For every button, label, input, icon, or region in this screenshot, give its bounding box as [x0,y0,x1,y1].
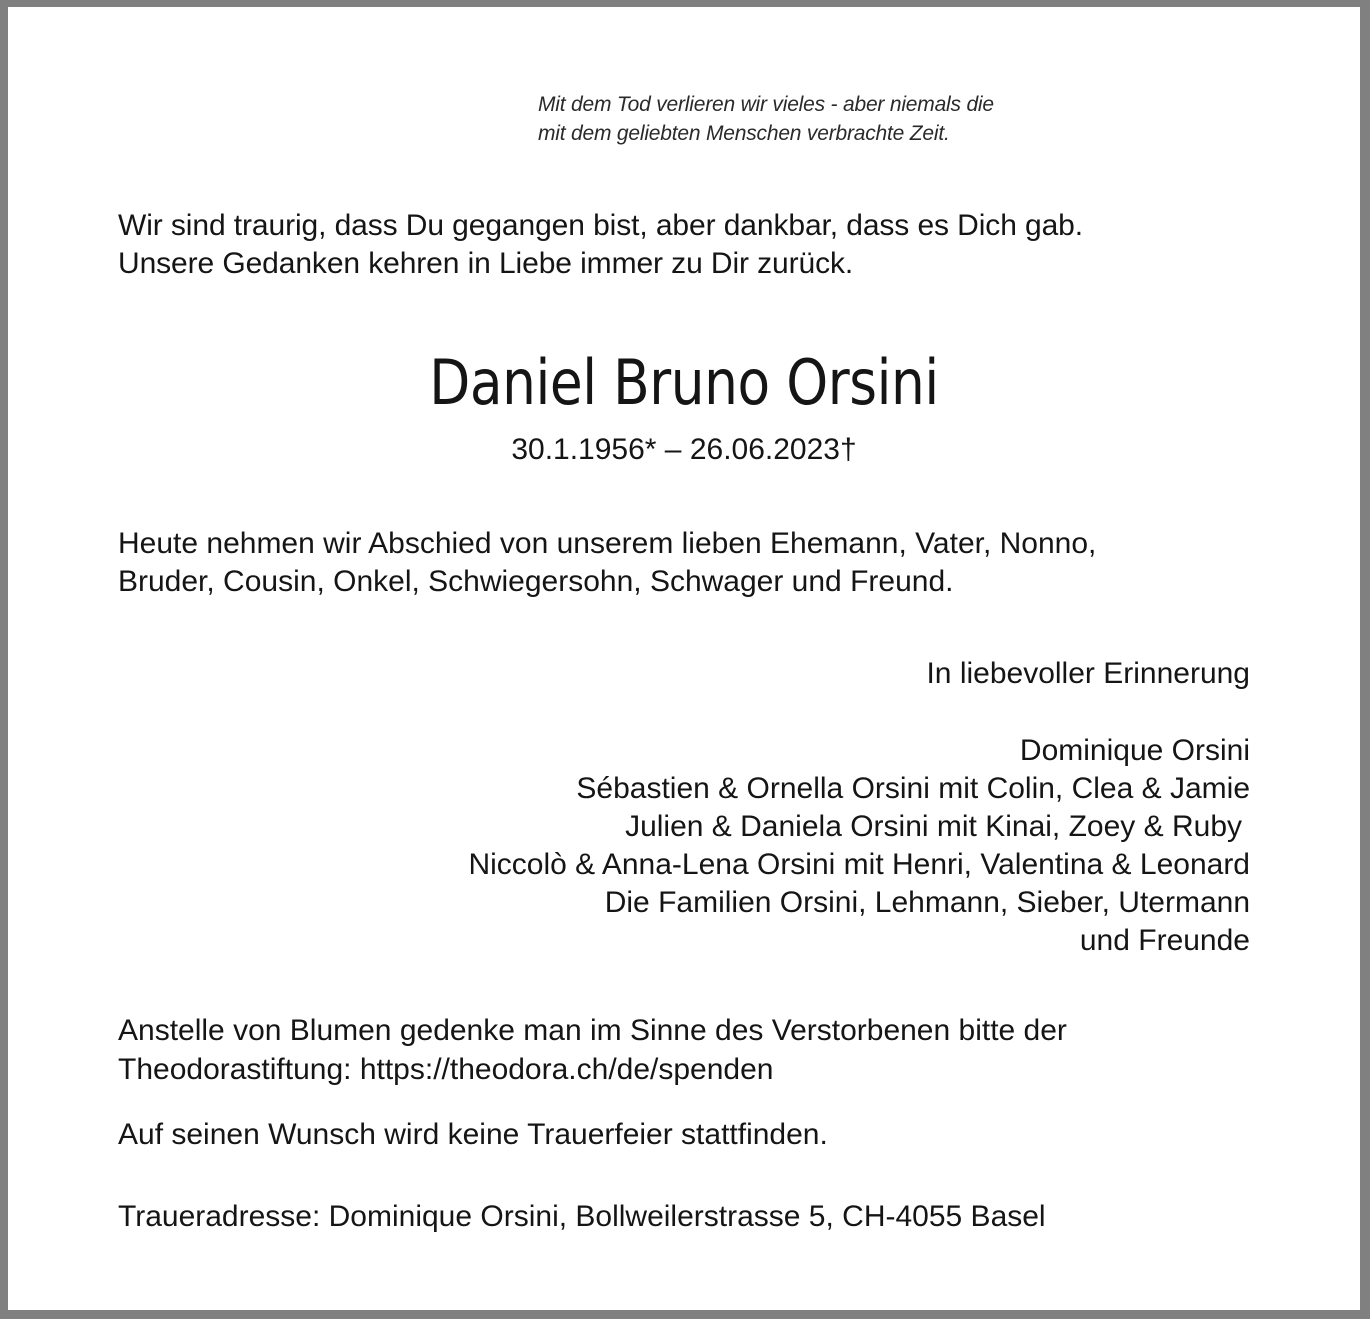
donation-line-2: Theodorastiftung: https://theodora.ch/de/spenden [118,1053,774,1086]
intro-line-1: Wir sind traurig, dass Du gegangen bist, aber dankbar, dass es Dich gab. [118,209,1084,242]
intro-line-2: Unsere Gedanken kehren in Liebe immer zu Dir zurück. [118,247,854,280]
motto-quote [538,90,994,148]
deceased-name: Daniel Bruno Orsini [429,346,939,419]
ceremony-note: Auf seinen Wunsch wird keine Trauerfeier stattfinden. [118,1118,828,1151]
farewell-line-2: Bruder, Cousin, Onkel, Schwiegersohn, Schwager und Freund. [118,565,954,598]
signers-list [468,732,1250,960]
signer-line: Niccolò & Anna-Lena Orsini mit Henri, Valentina & Leonard [468,848,1250,881]
signer-line: und Freunde [1079,924,1250,957]
motto-line-2: mit dem geliebten Menschen verbrachte Zeit. [538,122,950,145]
memory-heading: In liebevoller Erinnerung [926,657,1250,690]
obituary-page [8,7,1360,1310]
signer-line: Die Familien Orsini, Lehmann, Sieber, Utermann [604,886,1250,919]
mourning-address: Traueradresse: Dominique Orsini, Bollweilerstrasse 5, CH-4055 Basel [118,1200,1046,1233]
donation-line-1: Anstelle von Blumen gedenke man im Sinne des Verstorbenen bitte der [118,1014,1067,1047]
farewell-line-1: Heute nehmen wir Abschied von unserem lieben Ehemann, Vater, Nonno, [118,527,1097,560]
motto-line-1: Mit dem Tod verlieren wir vieles - aber niemals die [538,93,994,116]
signer-line: Julien & Daniela Orsini mit Kinai, Zoey & Ruby [625,810,1242,843]
intro-text [118,207,1083,283]
signer-line: Dominique Orsini [1019,734,1250,767]
donation-note [118,1011,1067,1089]
farewell-text [118,525,1096,601]
life-dates: 30.1.1956* – 26.06.2023† [511,433,857,466]
signer-line: Sébastien & Ornella Orsini mit Colin, Clea & Jamie [576,772,1250,805]
